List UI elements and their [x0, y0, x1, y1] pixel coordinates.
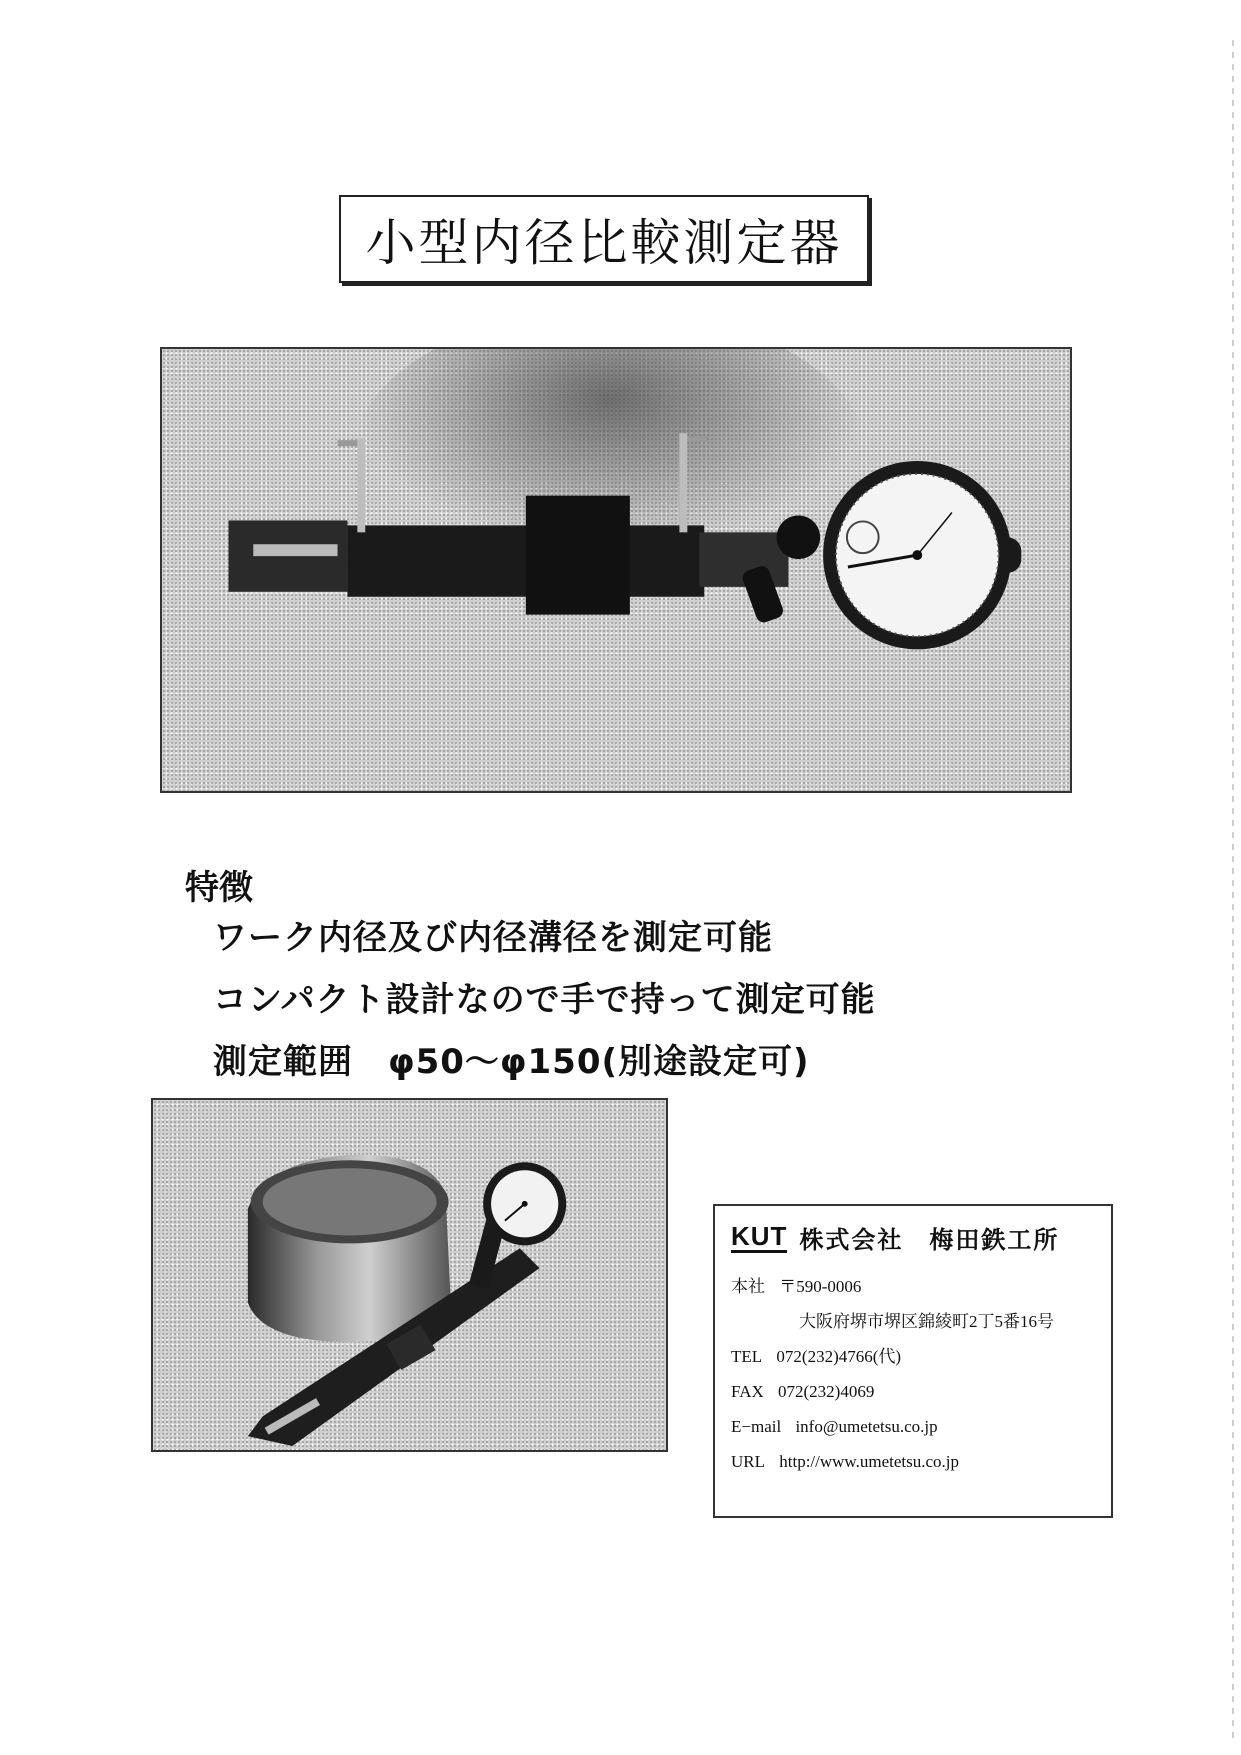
fax-number: 072(232)4069	[778, 1382, 875, 1401]
page-title	[339, 195, 869, 283]
hq-label: 本社	[731, 1277, 765, 1296]
feature-item: コンパクト設計なので手で持って測定可能	[213, 980, 876, 1020]
kut-logo: KUT	[731, 1220, 788, 1251]
website-url[interactable]: http://www.umetetsu.co.jp	[779, 1452, 959, 1471]
address: 大阪府堺市堺区錦綾町2丁5番16号	[799, 1312, 1054, 1331]
page-title-text: 小型内径比較測定器	[365, 214, 843, 272]
product-photo-bottom	[151, 1098, 668, 1452]
tel-label: TEL	[731, 1347, 763, 1366]
fax-line	[731, 1374, 1099, 1409]
email-address[interactable]: info@umetetsu.co.jp	[795, 1417, 938, 1436]
headquarters-line	[731, 1269, 1099, 1304]
features-list	[213, 907, 876, 1093]
features-heading: 特徴	[185, 868, 253, 908]
company-header	[731, 1220, 1099, 1255]
feature-item: 測定範囲 φ50～φ150(別途設定可)	[213, 1042, 810, 1082]
tel-number: 072(232)4766(代)	[776, 1347, 902, 1366]
address-line	[731, 1304, 1099, 1339]
gauge-illustration	[162, 349, 1070, 791]
postal-code: 〒590-0006	[779, 1277, 862, 1296]
url-line	[731, 1444, 1099, 1479]
url-label: URL	[731, 1452, 765, 1471]
company-info-box	[713, 1204, 1113, 1518]
scan-edge	[1232, 40, 1234, 1740]
feature-item: ワーク内径及び内径溝径を測定可能	[213, 918, 773, 958]
email-label: E−mail	[731, 1417, 782, 1436]
gauge-in-ring-illustration	[153, 1100, 666, 1450]
company-name: 株式会社 梅田鉄工所	[799, 1226, 1060, 1254]
product-photo-top	[160, 347, 1072, 793]
fax-label: FAX	[731, 1382, 764, 1401]
tel-line	[731, 1339, 1099, 1374]
email-line	[731, 1409, 1099, 1444]
